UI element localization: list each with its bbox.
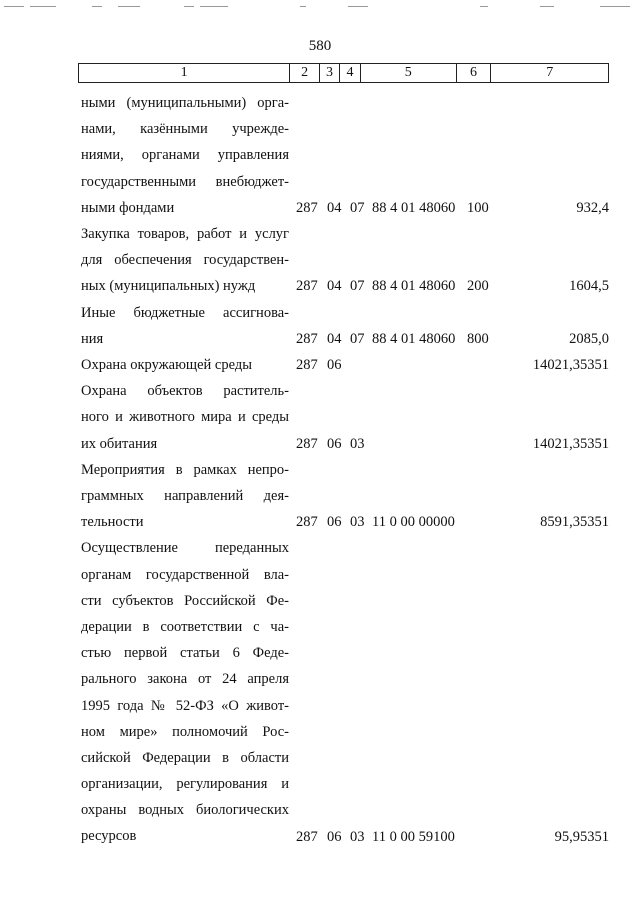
row-name-line: Охрана окружающей среды xyxy=(81,357,252,373)
row-name-line: Иные бюджетные ассигнова- xyxy=(81,304,289,321)
code-grbs: 287 xyxy=(296,828,318,845)
row-name-line: ными (муниципальными) орга- xyxy=(81,95,289,111)
header-col-name: 1 xyxy=(180,65,188,80)
row-name-line: государственными внебюджет- xyxy=(81,173,289,190)
row-sum: 2085,0 xyxy=(569,330,609,347)
row-name-line: ния xyxy=(81,330,104,347)
code-rz: 04 xyxy=(327,278,342,295)
row-name-line: стью первой статьи 6 Феде- xyxy=(81,645,289,662)
row-name xyxy=(81,90,289,221)
code-csr: 11 0 00 00000 xyxy=(372,514,455,531)
row-name-line: рального закона от 24 апреля xyxy=(81,671,289,688)
row-name xyxy=(81,378,289,457)
row-name-line: ниями, органами управления xyxy=(81,147,289,164)
code-grbs: 287 xyxy=(296,357,318,373)
table-header xyxy=(78,63,609,83)
row-name-line: граммных направлений дея- xyxy=(81,487,289,504)
code-rz: 04 xyxy=(327,199,342,216)
code-grbs: 287 xyxy=(296,199,318,216)
row-sum: 8591,35351 xyxy=(540,514,609,531)
row-name-line: тельности xyxy=(81,514,144,531)
code-grbs: 287 xyxy=(296,278,318,295)
row-name-line: ных (муниципальных) нужд xyxy=(81,278,256,295)
row-name-line: сти субъектов Российской Фе- xyxy=(81,592,289,609)
row-name xyxy=(81,221,289,300)
code-vr: 200 xyxy=(467,278,489,295)
code-csr: 88 4 01 48060 xyxy=(372,330,456,347)
code-rz: 04 xyxy=(327,330,342,347)
row-name-line: охраны водных биологических xyxy=(81,802,289,819)
row-name xyxy=(81,300,289,352)
header-col-sum: 7 xyxy=(490,64,608,82)
row-name-line: сийской Федерации в области xyxy=(81,749,289,766)
code-csr: 11 0 00 59100 xyxy=(372,828,455,845)
row-sum: 14021,35351 xyxy=(532,435,609,452)
code-vr: 800 xyxy=(467,330,489,347)
row-name-line: организации, регулирования и xyxy=(81,776,289,793)
header-col-csr: 5 xyxy=(360,64,456,82)
row-name-line: для обеспечения государствен- xyxy=(81,252,289,269)
code-vr: 100 xyxy=(467,199,489,216)
row-name-line: дерации в соответствии с ча- xyxy=(81,618,289,635)
header-col-pr: 4 xyxy=(339,64,360,82)
code-csr: 88 4 01 48060 xyxy=(372,278,456,295)
row-name-line: ресурсов xyxy=(81,828,137,845)
code-rz: 06 xyxy=(327,828,342,845)
code-pr: 07 xyxy=(350,278,365,295)
row-name xyxy=(81,352,289,378)
code-pr: 03 xyxy=(350,828,365,845)
code-rz: 06 xyxy=(327,435,342,452)
row-name-line: Мероприятия в рамках непро- xyxy=(81,461,289,478)
page-number: 580 xyxy=(308,38,332,54)
row-name-line: ном мире» полномочий Рос- xyxy=(81,723,289,740)
code-csr: 88 4 01 48060 xyxy=(372,199,456,216)
code-pr: 07 xyxy=(350,199,365,216)
row-name xyxy=(81,457,289,536)
row-sum: 1604,5 xyxy=(569,278,609,295)
code-pr: 03 xyxy=(350,514,365,531)
code-grbs: 287 xyxy=(296,435,318,452)
row-name-line: Закупка товаров, работ и услуг xyxy=(81,226,289,242)
row-name-line: 1995 года № 52-ФЗ «О живот- xyxy=(81,697,289,714)
code-grbs: 287 xyxy=(296,330,318,347)
row-name xyxy=(81,535,289,849)
row-name-line: органам государственной вла- xyxy=(81,566,289,583)
row-name-line: их обитания xyxy=(81,435,158,452)
row-name-line: Охрана объектов раститель- xyxy=(81,383,289,400)
row-sum: 932,4 xyxy=(576,199,609,216)
code-grbs: 287 xyxy=(296,514,318,531)
header-col-grbs: 2 xyxy=(289,64,319,82)
code-pr: 07 xyxy=(350,330,365,347)
header-col-vr: 6 xyxy=(456,64,491,82)
code-rz: 06 xyxy=(327,357,342,373)
row-sum: 95,95351 xyxy=(554,828,609,845)
row-name-line: ного и животного мира и среды xyxy=(81,409,289,426)
row-sum: 14021,35351 xyxy=(532,357,609,373)
row-name-line: ными фондами xyxy=(81,199,175,216)
row-name-line: нами, казёнными учрежде- xyxy=(81,121,289,138)
row-name-line: Осуществление переданных xyxy=(81,540,289,557)
header-col-rz: 3 xyxy=(319,64,339,82)
scan-noise xyxy=(0,6,640,10)
code-pr: 03 xyxy=(350,435,365,452)
code-rz: 06 xyxy=(327,514,342,531)
